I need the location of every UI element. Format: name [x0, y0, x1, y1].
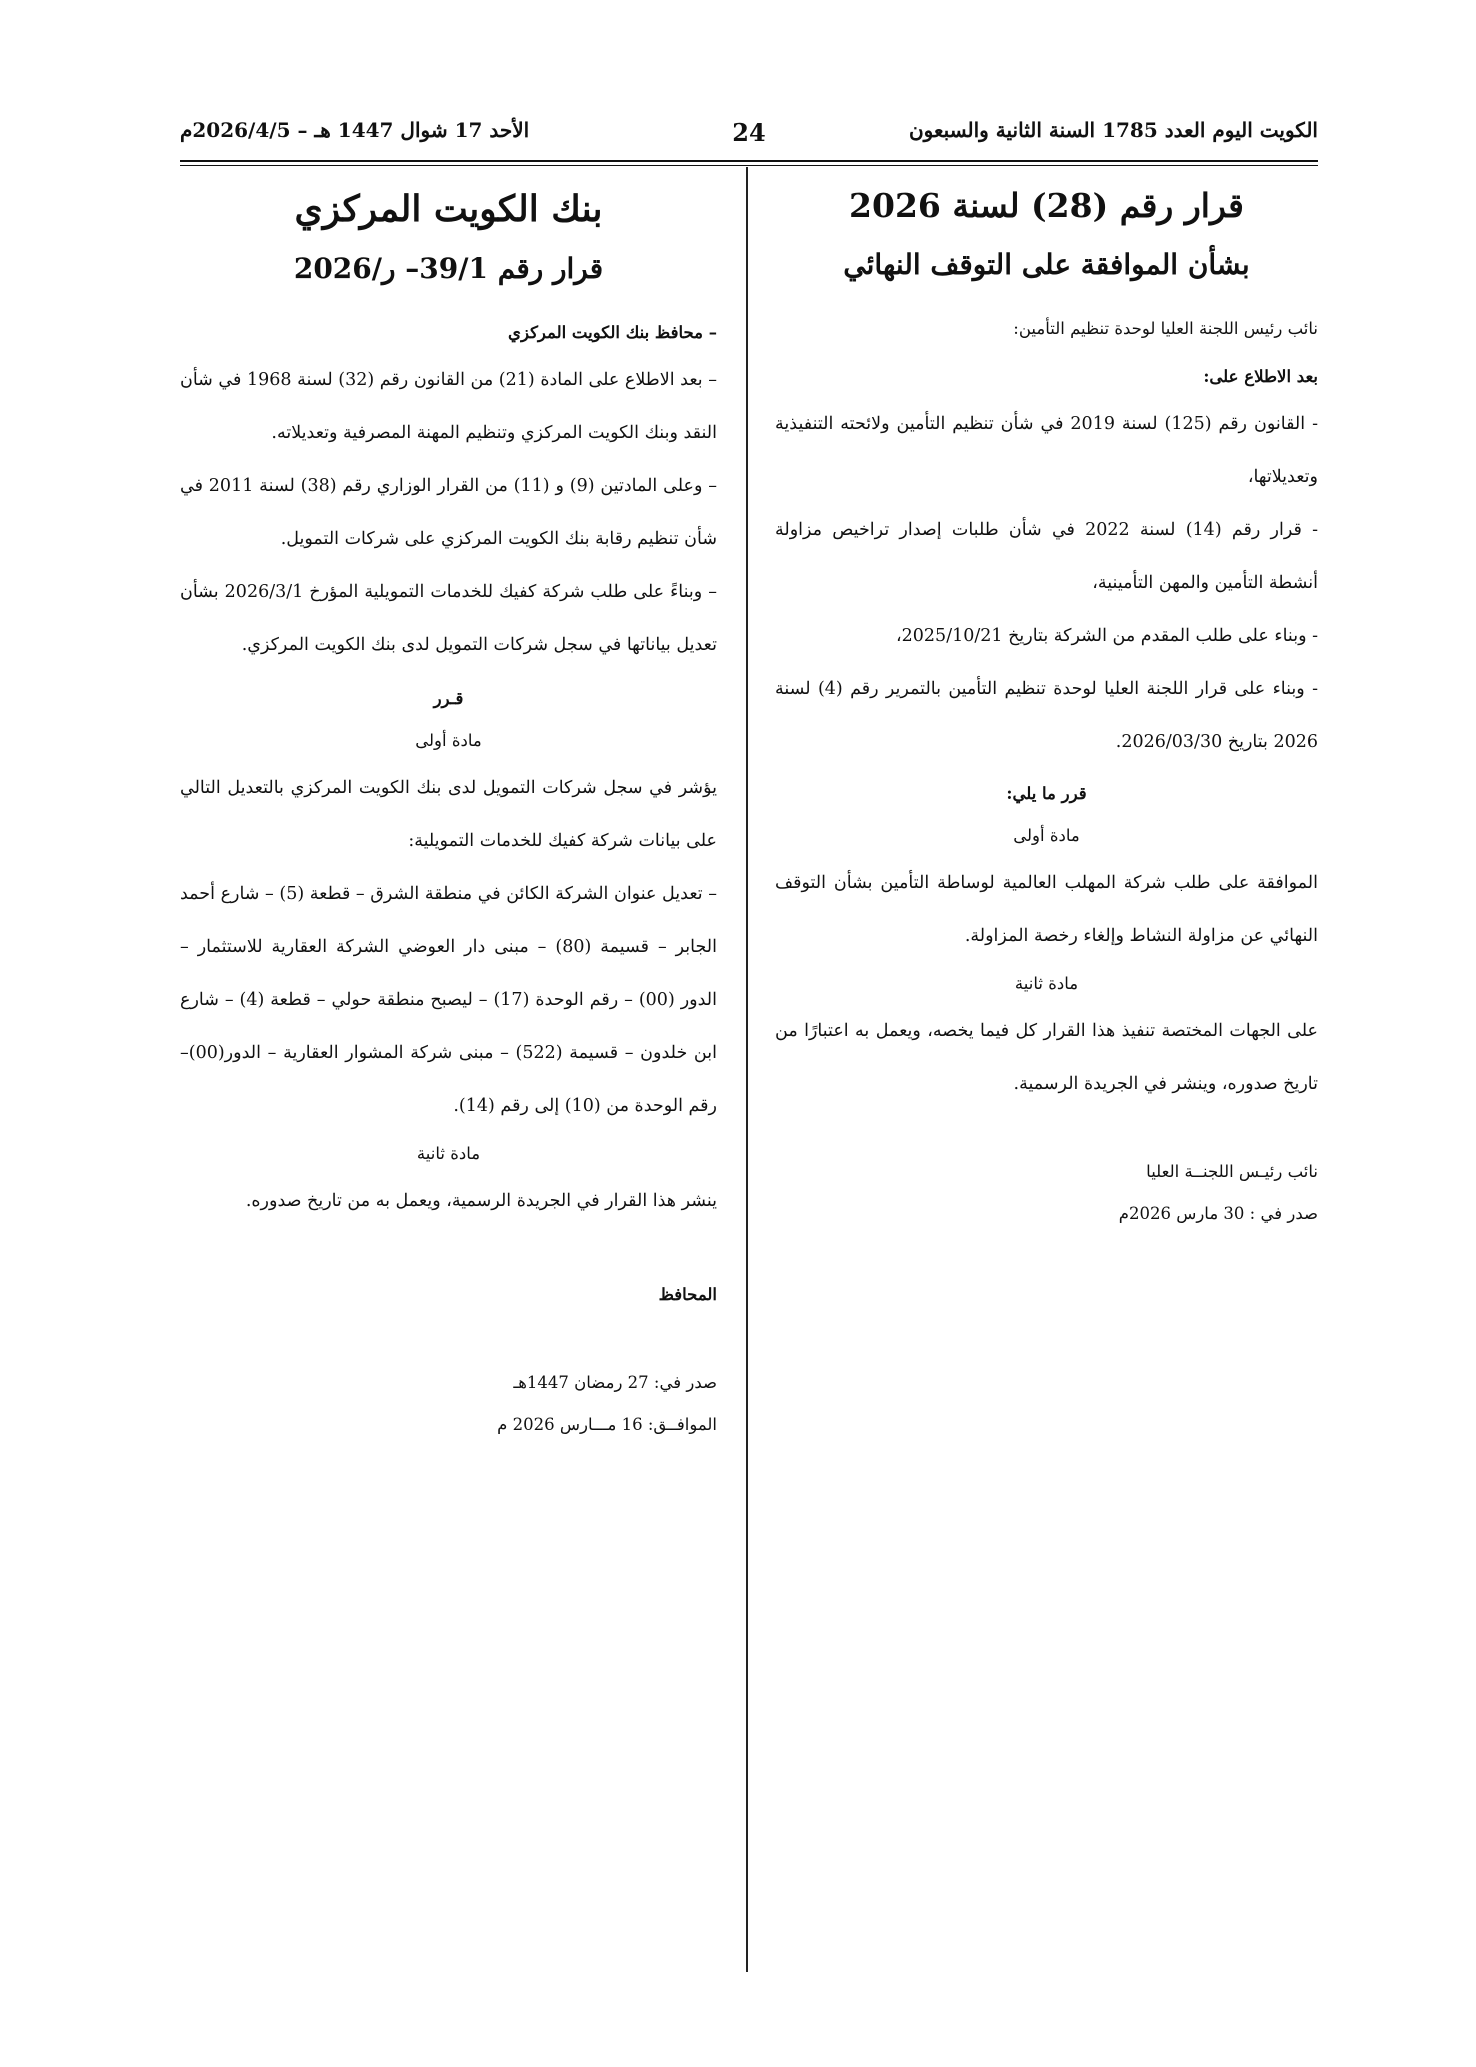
issuer-line: نائب رئيس اللجنة العليا لوحدة تنظيم التأمين:: [1013, 319, 1318, 338]
header-rule: [180, 160, 1318, 162]
recital-ministerial-decision-38: – وعلى المادتين (9) و (11) من القرار الوزاري رقم (38) لسنة 2011 في شأن تنظيم رقابة بنك الكويت المركزي على شركات التمويل.: [180, 476, 718, 549]
decision-number: قرار رقم 39/1– ر/2026: [293, 252, 604, 285]
central-bank-title: بنك الكويت المركزي: [294, 188, 603, 230]
recital-company-request: - وبناء على طلب المقدم من الشركة بتاريخ 2025/10/21،: [896, 626, 1318, 646]
article-2-title: مادة ثانية: [1014, 974, 1079, 993]
page-header: [180, 118, 1318, 158]
decided-label: قرر ما يلي:: [1006, 784, 1087, 803]
page-number: 24: [732, 118, 766, 147]
central-bank-decision-column: [180, 180, 717, 1446]
governor-line: – محافظ بنك الكويت المركزي: [508, 323, 717, 342]
recital-kfic-request: – وبناءً على طلب شركة كفيك للخدمات التمويلية المؤرخ 2026/3/1 بشأن تعديل بياناتها في سجل شركات التمويل لدى بنك الكويت المركزي.: [180, 582, 717, 655]
issued-gregorian-date: الموافــق: 16 مـــارس 2026 م: [497, 1415, 717, 1434]
gazette-issue-info: الكويت اليوم العدد 1785 السنة الثانية والسبعون: [908, 118, 1318, 142]
recital-law-32: – بعد الاطلاع على المادة (21) من القانون رقم (32) لسنة 1968 في شأن النقد وبنك الكويت المركزي وتنظيم المهنة المصرفية وتعديلاته.: [180, 370, 717, 443]
governor-signature: المحافظ: [658, 1285, 717, 1304]
decision-title: قرار رقم (28) لسنة 2026: [849, 186, 1244, 225]
article-1-text: يؤشر في سجل شركات التمويل لدى بنك الكويت المركزي بالتعديل التالي على بيانات شركة كفيك للخدمات التمويلية:: [180, 778, 717, 851]
issue-date: الأحد 17 شوال 1447 هـ – 2026/4/5م: [180, 118, 530, 142]
address-amendment: – تعديل عنوان الشركة الكائن في منطقة الشرق – قطعة (5) – شارع أحمد الجابر – قسيمة (80) – مبنى دار العوضي الشركة العقارية للاستثمار – الدور (00) – رقم الوحدة (17) – ليصبح منطقة حولي – قطعة (4) – شارع ابن خلدون – قسيمة (522) – مبنى شركة المشوار العقارية – الدور(00)– رقم الوحدة من (10) إلى رقم (14).: [180, 884, 717, 1116]
article-2-title: مادة ثانية: [416, 1144, 481, 1163]
article-1-title: مادة أولى: [1013, 826, 1080, 845]
article-1-text: الموافقة على طلب شركة المهلب العالمية لوساطة التأمين بشأن التوقف النهائي عن مزاولة النشاط وإلغاء رخصة المزاولة.: [775, 873, 1318, 946]
signatory-title: نائب رئيـس اللجنــة العليا: [1146, 1162, 1318, 1181]
after-review-label: بعد الاطلاع على:: [1203, 367, 1318, 386]
recital-law-125: - القانون رقم (125) لسنة 2019 في شأن تنظيم التأمين ولائحته التنفيذية وتعديلاتها،: [775, 414, 1318, 487]
recital-decision-14: - قرار رقم (14) لسنة 2022 في شأن طلبات إصدار تراخيص مزاولة أنشطة التأمين والمهن التأمينية،: [775, 520, 1318, 593]
header-rule-thin: [180, 165, 1318, 166]
column-divider: [746, 167, 748, 1972]
recital-committee-decision: - وبناء على قرار اللجنة العليا لوحدة تنظيم التأمين بالتمرير رقم (4) لسنة 2026 بتاريخ 2026/03/30.: [775, 679, 1318, 752]
issue-date-line: صدر في : 30 مارس 2026م: [1118, 1204, 1318, 1223]
decided-label: قـرر: [433, 689, 464, 708]
decision-subtitle: بشأن الموافقة على التوقف النهائي: [843, 248, 1250, 281]
article-2-text: على الجهات المختصة تنفيذ هذا القرار كل فيما يخصه، ويعمل به اعتبارًا من تاريخ صدوره، وينشر في الجريدة الرسمية.: [775, 1021, 1318, 1094]
insurance-decision-column: [775, 180, 1318, 1235]
article-1-title: مادة أولى: [415, 731, 482, 750]
article-2-text: ينشر هذا القرار في الجريدة الرسمية، ويعمل به من تاريخ صدوره.: [245, 1191, 717, 1211]
issued-hijri-date: صدر في: 27 رمضان 1447هـ: [513, 1373, 717, 1392]
